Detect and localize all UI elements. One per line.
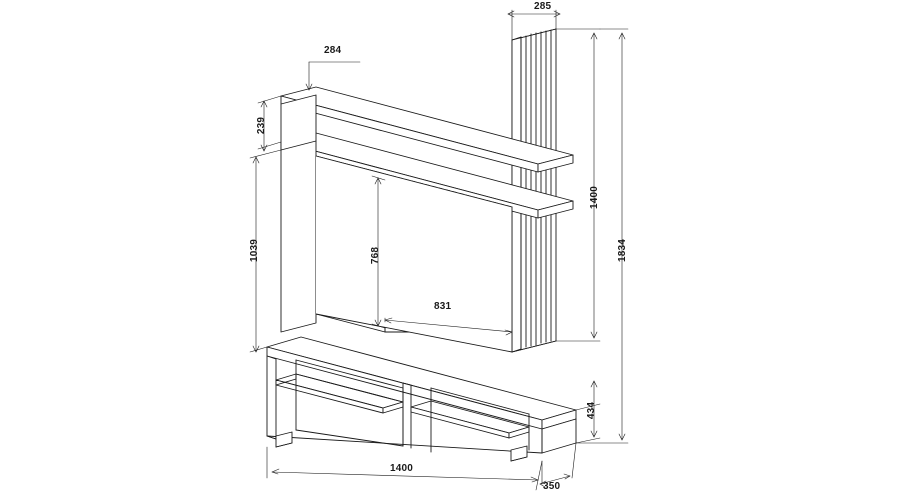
dimension-label-total-height: 1834	[617, 238, 629, 263]
left-side-panel	[281, 95, 316, 332]
dimension-label-cabinet-height: 434	[586, 401, 598, 420]
dimension-label-cabinet-depth: 350	[543, 481, 561, 492]
dimension-label-cabinet-width: 1400	[390, 463, 414, 474]
dimension-label-tv-panel-height: 768	[370, 246, 382, 265]
dimension-label-upper-shelf-width: 284	[324, 45, 342, 56]
dimension-label-tv-panel-width: 831	[434, 301, 452, 312]
lower-cabinet	[267, 337, 576, 461]
dimension-label-tall-section: 1039	[249, 238, 261, 263]
dimension-label-back-panel-height: 1400	[589, 185, 601, 210]
dimension-label-shelf-gap: 239	[256, 116, 268, 135]
dimension-label-top-depth: 285	[534, 1, 552, 12]
